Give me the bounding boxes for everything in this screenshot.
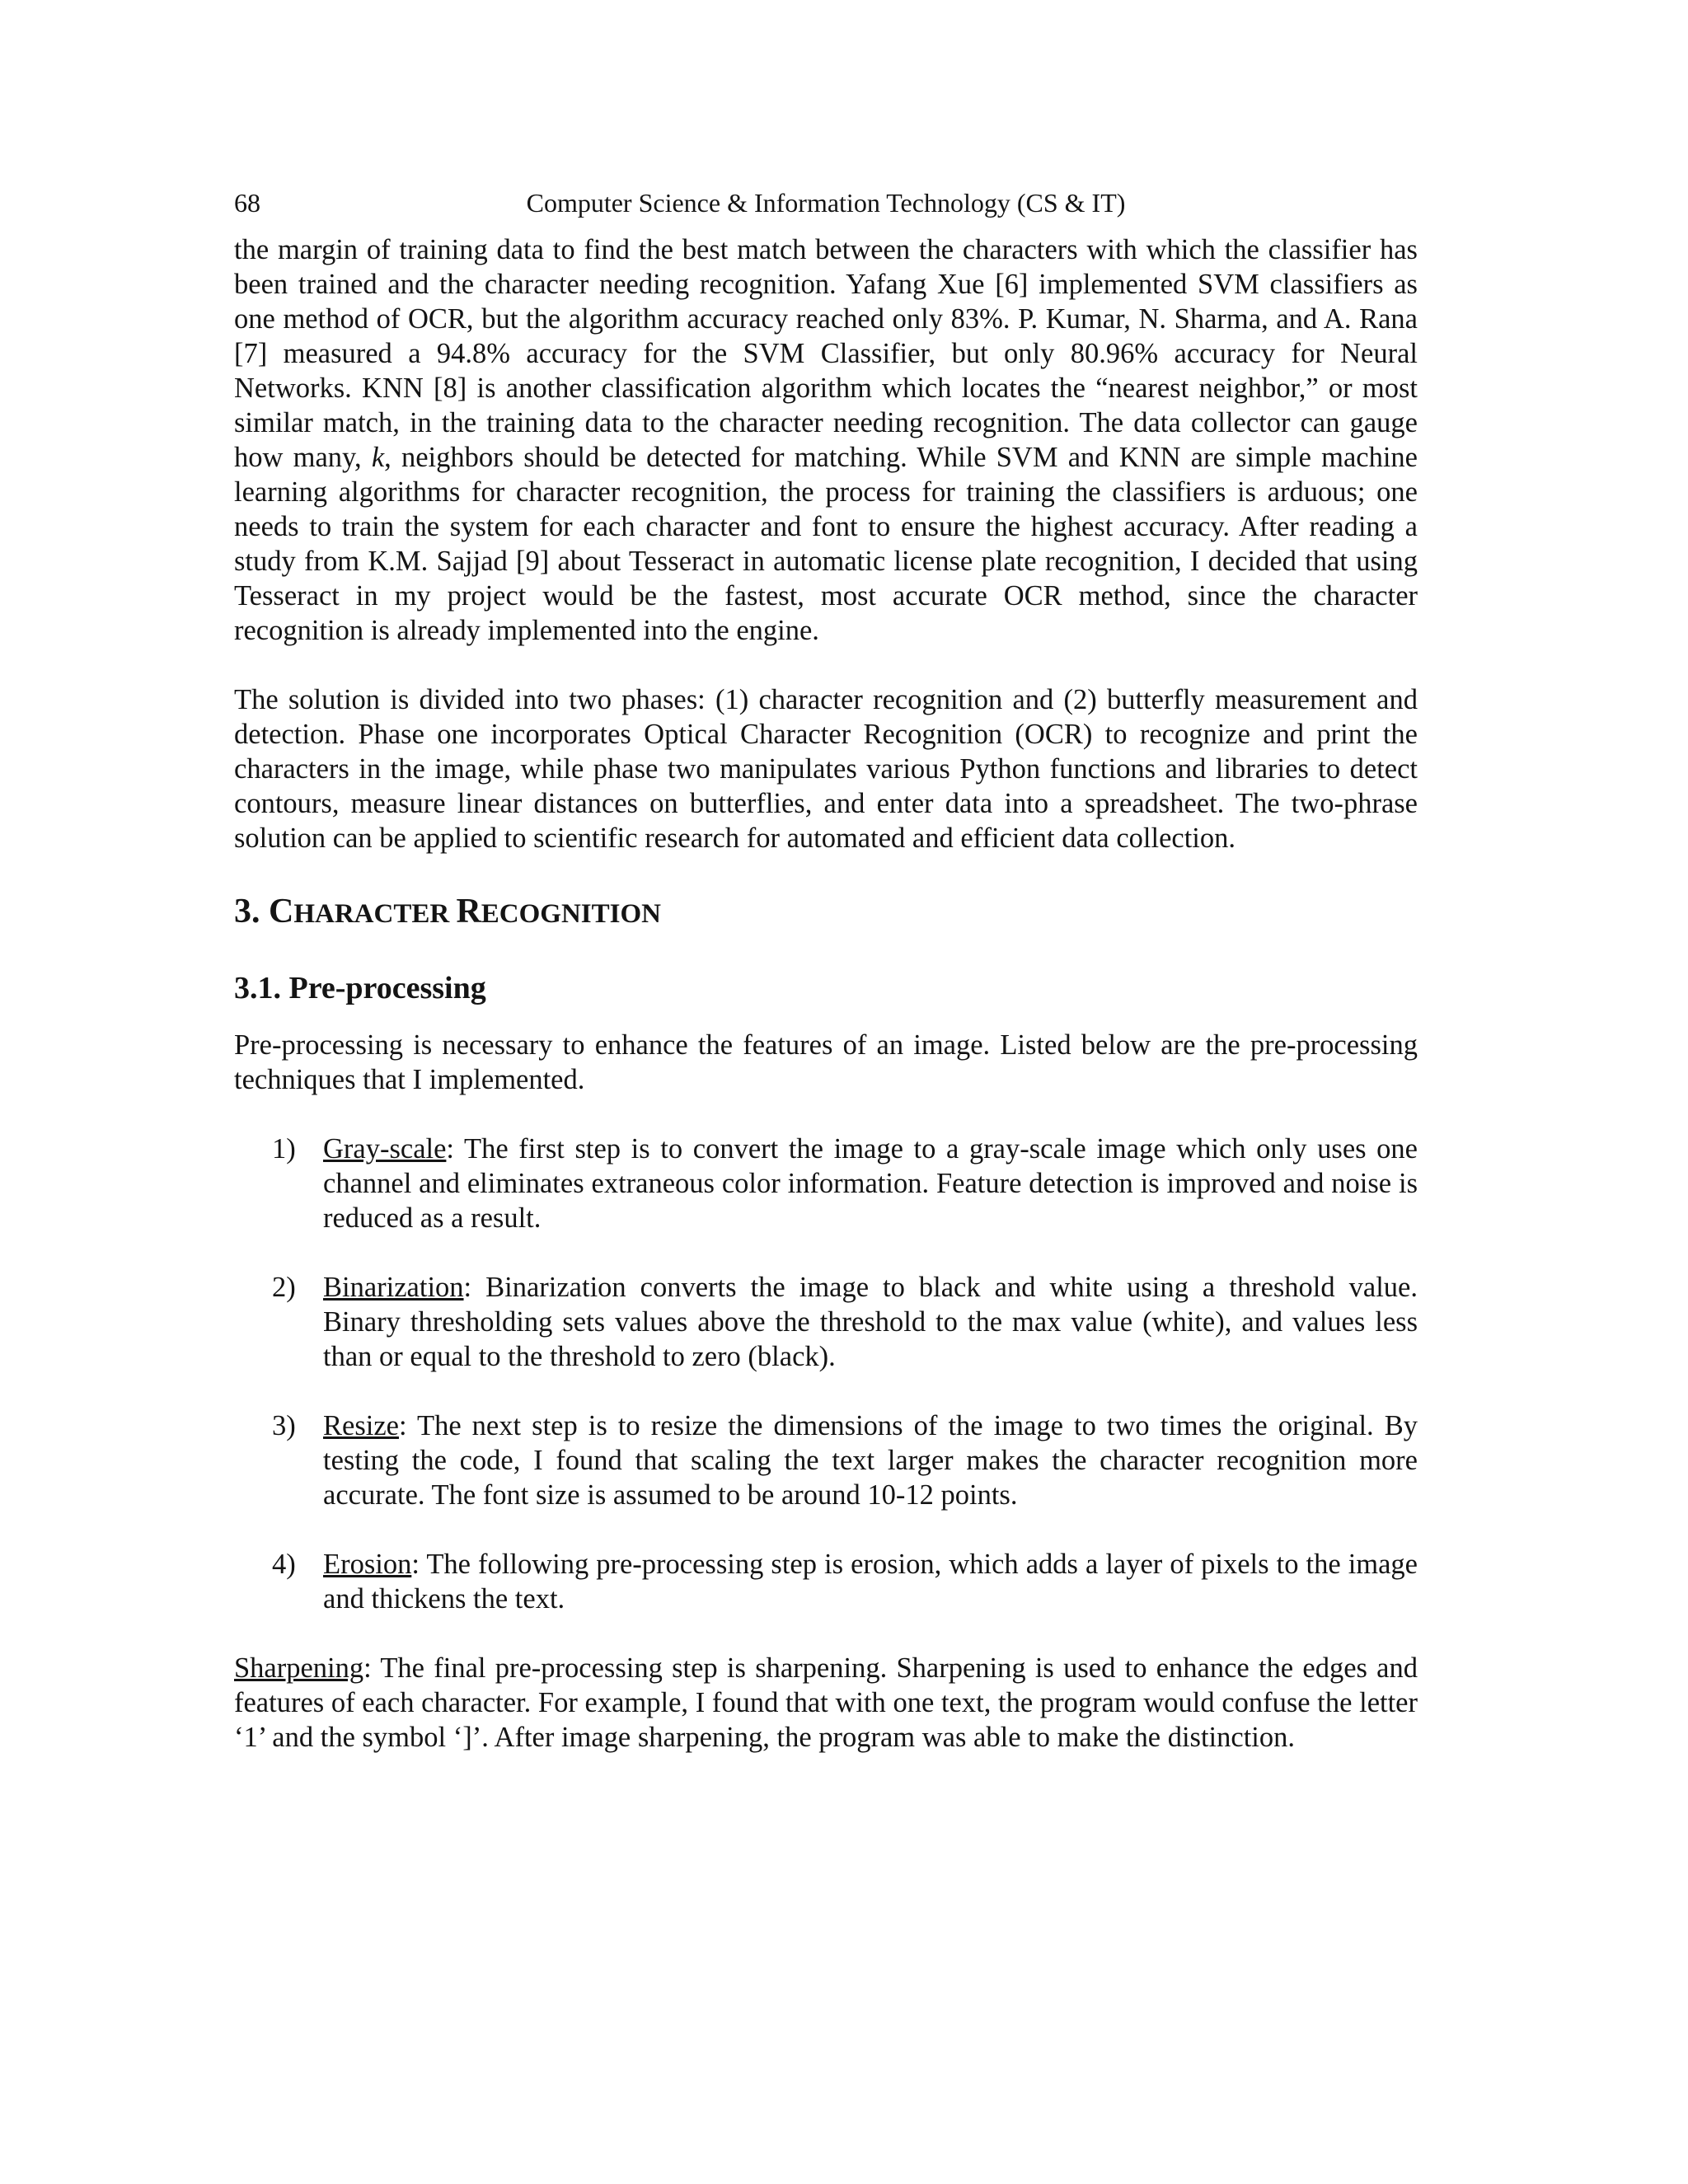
page-header	[234, 183, 1418, 223]
page-number: 68	[234, 188, 260, 218]
list-item-text: : The first step is to convert the image to a gray-scale image which only uses one channel and eliminates extraneous color information. Feature detection is improved and noise is reduced as a result.	[323, 1133, 1418, 1234]
variable-k: k	[371, 442, 385, 473]
paragraph-text: , neighbors should be detected for matching. While SVM and KNN are simple machine learning algorithms for character recognition, the process for training the classifiers is arduous; one needs to train the system for each character and font to ensure the highest accuracy. After reading a study from K.M. Sajjad [9] about Tesseract in automatic license plate recognition, I decided that using Tesseract in my project would be the fastest, most accurate OCR method, since the character recognition is already implemented into the engine.	[234, 442, 1418, 646]
paragraph-text: : The final pre-processing step is sharpening. Sharpening is used to enhance the edges and features of each character. For example, I found that with one text, the program would confuse the letter ‘1’ and the symbol ‘]’. After image sharpening, the program was able to make the distinction.	[234, 1652, 1418, 1753]
section-title-part: ECOGNITION	[481, 899, 662, 929]
preprocessing-steps-list	[234, 1132, 1418, 1616]
list-item-text: : The next step is to resize the dimensions of the image to two times the original. By testing the code, I found that scaling the text larger makes the character recognition more accurate. The font size is assumed to be around 10-12 points.	[323, 1410, 1418, 1511]
page-body	[234, 232, 1418, 1755]
section-title-part: HARACTER	[293, 899, 457, 929]
list-item-number: 1)	[272, 1133, 296, 1165]
list-item	[234, 1132, 1418, 1235]
list-item-number: 2)	[272, 1272, 296, 1303]
list-item-text: : The following pre-processing step is erosion, which adds a layer of pixels to the image and thickens the text.	[323, 1549, 1418, 1615]
paragraph-preprocessing-intro: Pre-processing is necessary to enhance the features of an image. Listed below are the pre-processing techniques that I implemented.	[234, 1029, 1418, 1095]
section-title-initial: C	[269, 893, 294, 930]
paragraph-solution-overview: The solution is divided into two phases: (1) character recognition and (2) butterfly measurement and detection. Phase one incorporates Optical Character Recognition (OCR) to recognize and print the characters in the image, while phase two manipulates various Python functions and libraries to detect contours, measure linear distances on butterflies, and enter data into a spreadsheet. The two-phrase solution can be applied to scientific research for automated and efficient data collection.	[234, 684, 1418, 854]
list-item	[234, 1547, 1418, 1616]
section-title-initial: R	[456, 893, 481, 930]
list-item-term: Gray-scale	[323, 1133, 447, 1165]
sharpening-term: Sharpening	[234, 1652, 364, 1684]
list-item-number: 4)	[272, 1549, 296, 1580]
list-item-term: Erosion	[323, 1549, 412, 1580]
list-item	[234, 1408, 1418, 1512]
list-item-term: Binarization	[323, 1272, 464, 1303]
paragraph-text: the margin of training data to find the best match between the characters with which the classifier has been trained and the character needing recognition. Yafang Xue [6] implemented SVM classifiers as one method of OCR, but the algorithm accuracy reached only 83%. P. Kumar, N. Sharma, and A. Rana [7] measured a 94.8% accuracy for the SVM Classifier, but only 80.96% accuracy for Neural Networks. KNN [8] is another classification algorithm which locates the “nearest neighbor,” or most similar match, in the training data to the character needing recognition. The data collector can gauge how many,	[234, 234, 1418, 473]
section-heading	[234, 890, 1418, 935]
paragraph-sharpening	[234, 1651, 1418, 1755]
section-number: 3.	[234, 893, 260, 930]
subsection-heading: 3.1. Pre-processing	[234, 971, 486, 1005]
list-item-text: : Binarization converts the image to black and white using a threshold value. Binary thresholding sets values above the threshold to the max value (white), and values less than or equal to the threshold to zero (black).	[323, 1272, 1418, 1372]
running-title: Computer Science & Information Technology (CS & IT)	[526, 188, 1126, 218]
list-item-number: 3)	[272, 1410, 296, 1441]
list-item-term: Resize	[323, 1410, 399, 1441]
paragraph-related-work	[234, 232, 1418, 648]
list-item	[234, 1270, 1418, 1374]
